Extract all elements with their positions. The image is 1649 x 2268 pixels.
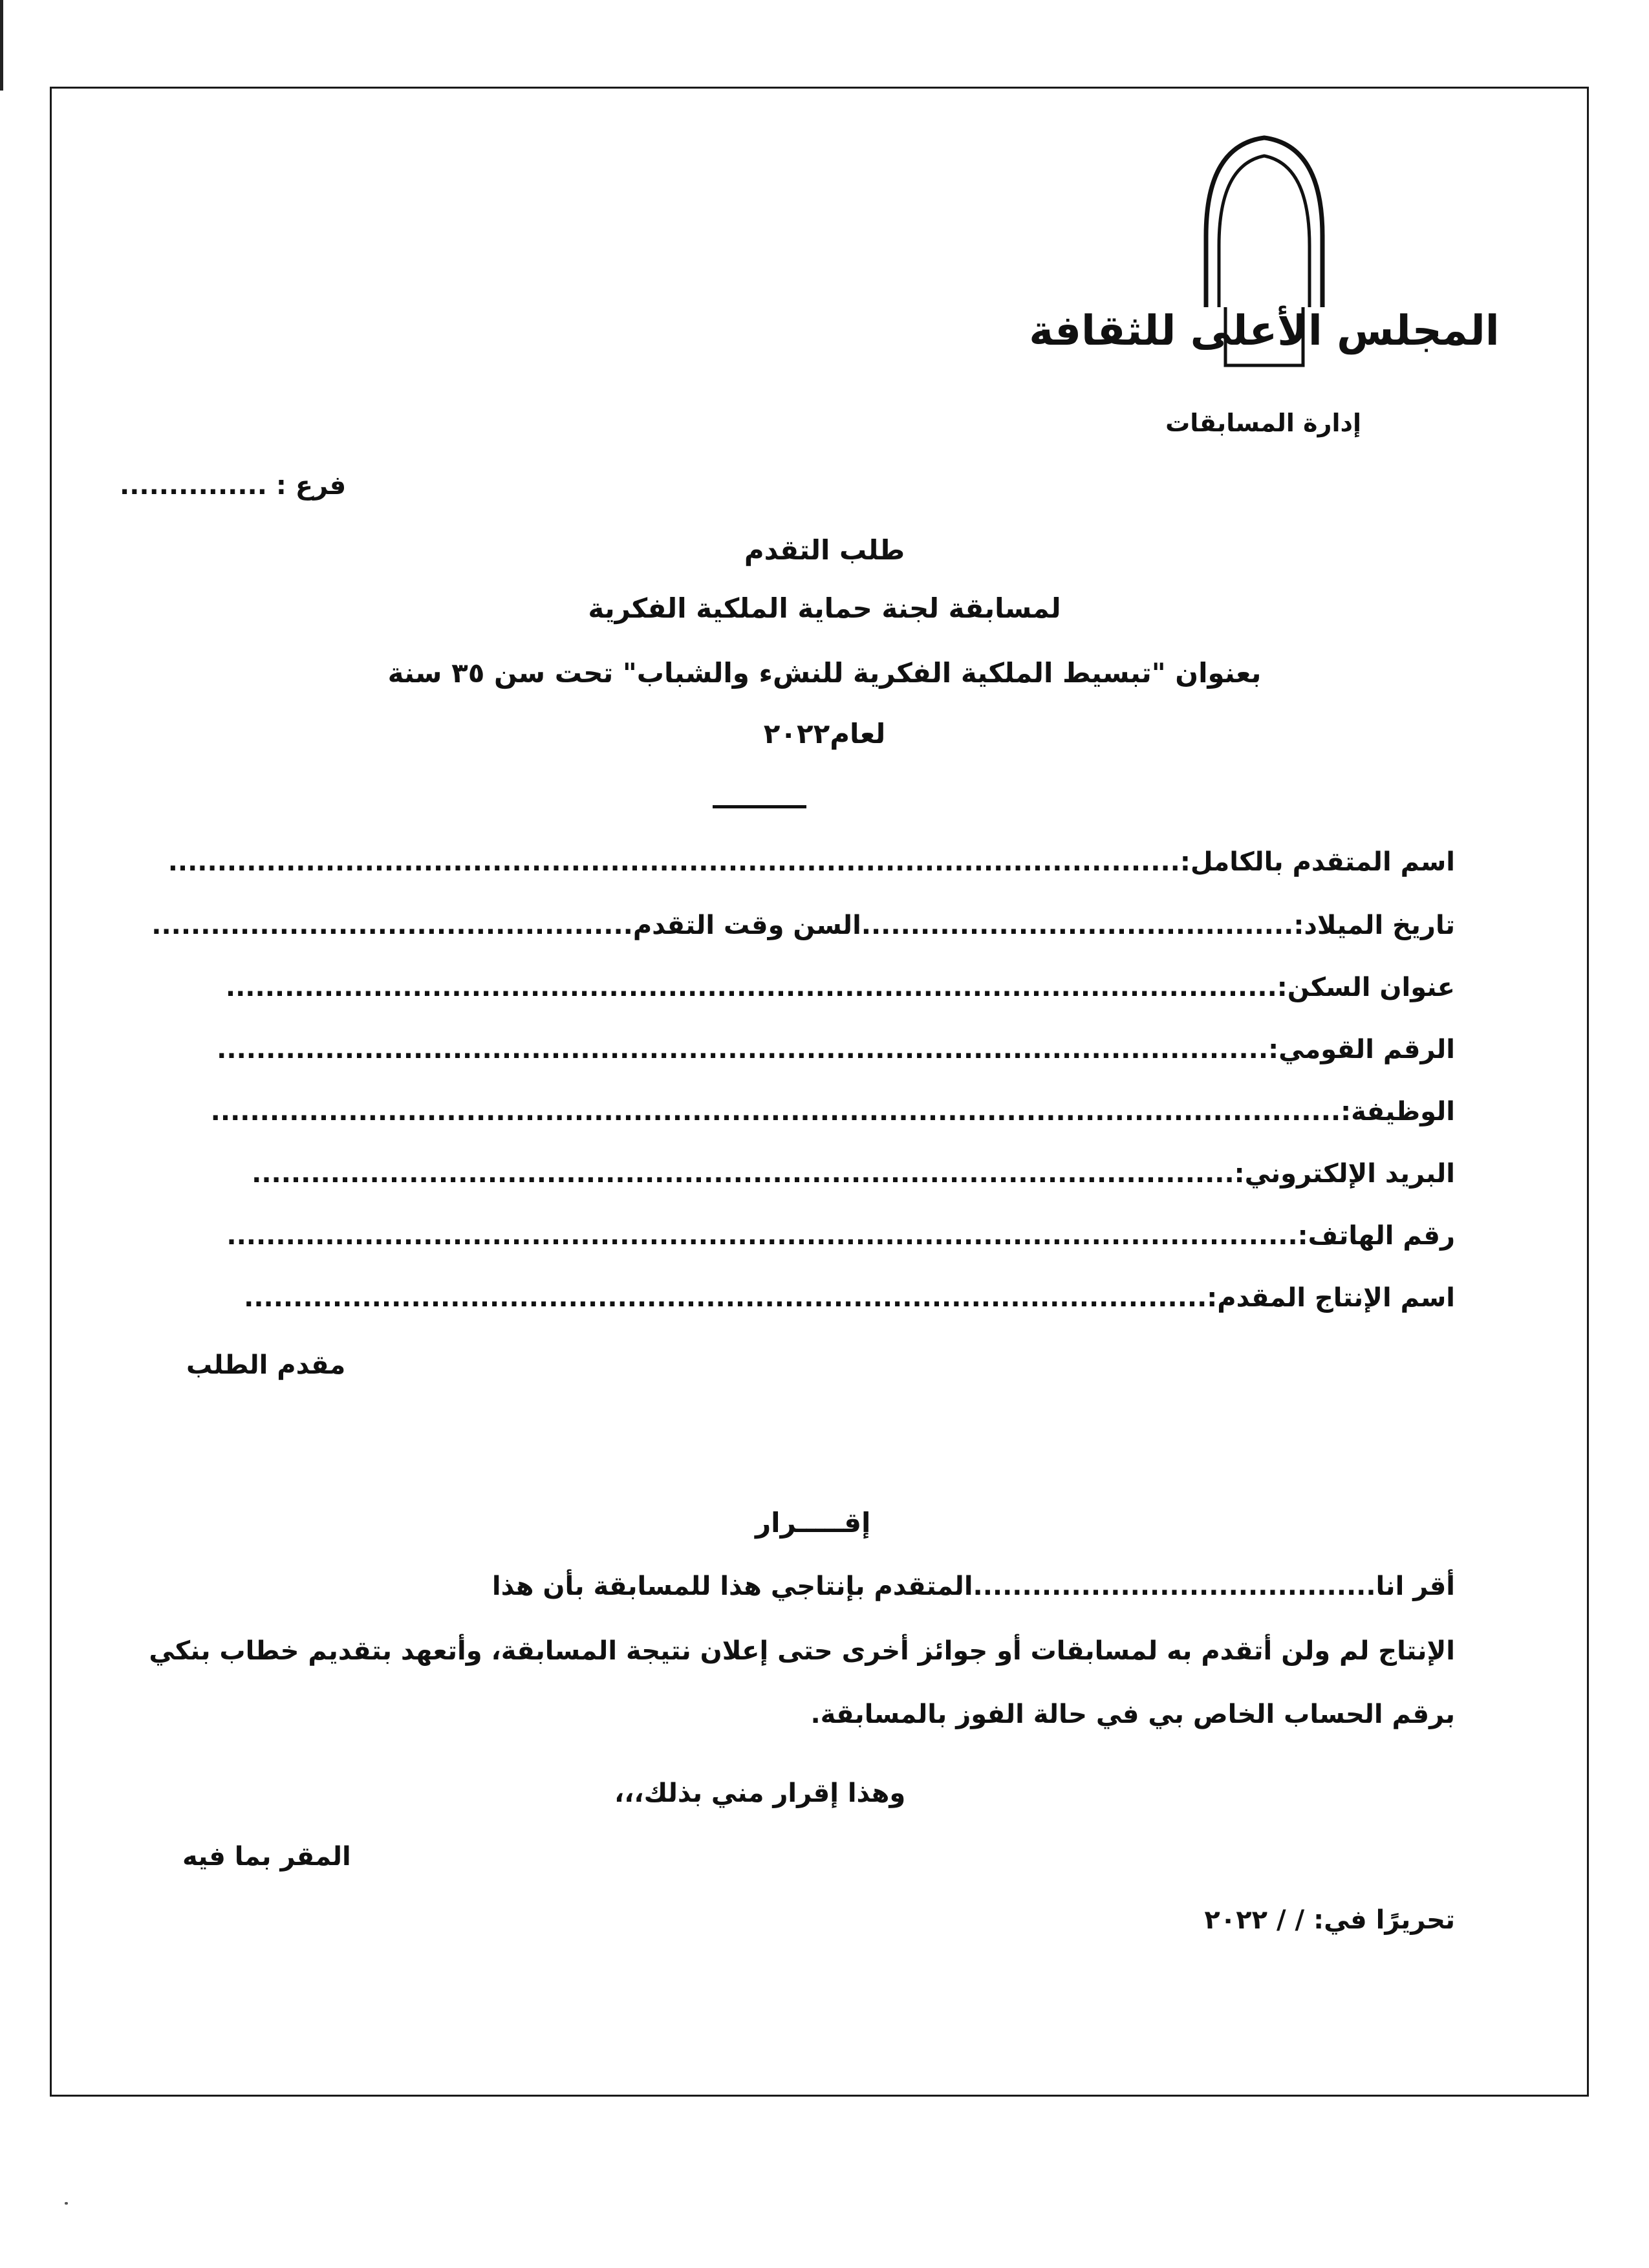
council-logo <box>1029 133 1500 378</box>
scan-speck <box>65 2202 68 2205</box>
field-phone[interactable]: رقم الهاتف:............................................................................................................. <box>226 1221 1455 1251</box>
declarant-signature-label: المقر بما فيه <box>182 1842 351 1872</box>
title-divider <box>713 805 806 808</box>
logo-lettering: المجلس الأعلى للثقافة <box>1029 307 1500 355</box>
declaration-line-3: برقم الحساب الخاص بي في حالة الفوز بالمسابقة. <box>810 1700 1455 1729</box>
field-email[interactable]: البريد الإلكتروني:.................................................................................................... <box>252 1159 1455 1189</box>
field-production-name[interactable]: اسم الإنتاج المقدم:.................................................................................................. <box>244 1283 1455 1313</box>
field-full-name[interactable]: اسم المتقدم بالكامل:....................................................................................................... <box>167 847 1455 877</box>
applicant-signature-label: مقدم الطلب <box>186 1350 346 1380</box>
declaration-line-1: أقر انا.........................................المتقدم بإنتاجي هذا للمسابقة بأن هذا <box>491 1571 1455 1601</box>
field-birth-date-age[interactable]: تاريخ الميلاد:............................................السن وقت التقدم................................................. <box>151 911 1455 940</box>
competition-name: لمسابقة لجنة حماية الملكية الفكرية <box>588 592 1061 624</box>
competition-subject: بعنوان "تبسيط الملكية الفكرية للنشء والشباب" تحت سن ٣٥ سنة <box>387 657 1262 689</box>
scan-edge-mark <box>0 0 3 91</box>
form-title: طلب التقدم <box>744 534 905 566</box>
branch-field: فرع : ............... <box>120 471 347 501</box>
declaration-closing: وهذا إقرار مني بذلك،،، <box>614 1778 906 1808</box>
declaration-heading: إقـــــرار <box>755 1507 871 1539</box>
declaration-date: تحريرًا في: / / ٢٠٢٢ <box>1204 1905 1455 1935</box>
field-national-id[interactable]: الرقم القومي:........................................................................................................... <box>217 1035 1455 1064</box>
declaration-line-2: الإنتاج لم ولن أتقدم به لمسابقات أو جوائز أخرى حتى إعلان نتيجة المسابقة، وأتعهد بتقديم خطاب بنكي <box>149 1636 1455 1666</box>
field-job[interactable]: الوظيفة:................................................................................................................... <box>210 1097 1455 1127</box>
field-address[interactable]: عنوان السكن:........................................................................................................... <box>225 973 1455 1002</box>
department-label: إدارة المسابقات <box>1165 409 1361 437</box>
competition-year: لعام٢٠٢٢ <box>763 718 886 750</box>
